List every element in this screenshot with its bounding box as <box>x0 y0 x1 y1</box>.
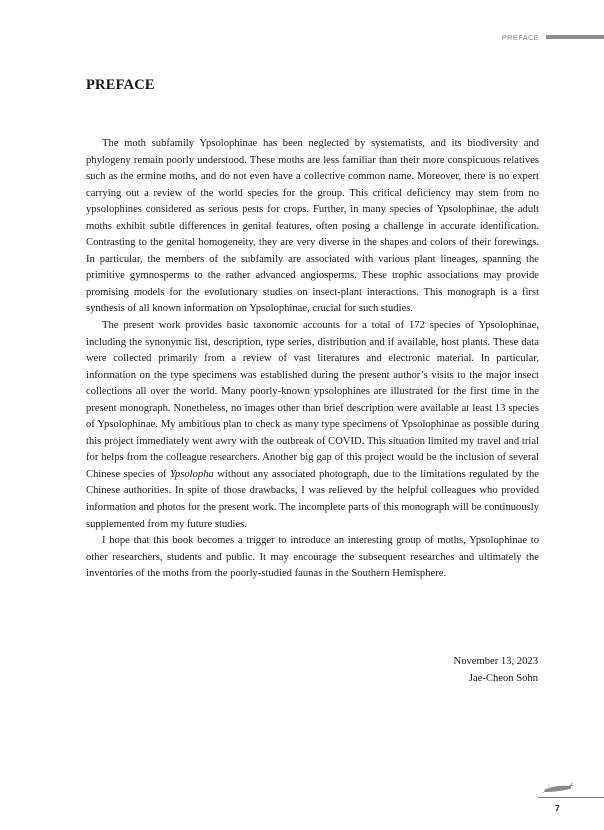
paragraph-3-text: I hope that this book becomes a trigger to introduce an interesting group of moths, Ypsolophinae to other researchers, students and public. It may encourage the subsequent researches and ultimately the inventories of the moths from the poorly-studied faunas in the Southern Hemisphere. <box>86 535 539 580</box>
page-number: 7 <box>555 803 560 813</box>
paragraph-3 <box>86 533 539 583</box>
running-header-bar <box>546 35 604 39</box>
paragraph-1-text: The moth subfamily Ypsolophinae has been neglected by systematists, and its biodiversity and phylogeny remain poorly understood. These moths are less familiar than their more conspicuous relatives such as the ermine moths, and do not even have a collective common name. Moreover, there is no expert carrying out a review of the world species for the group. This critical deficiency may stem from no ypsolophines considered as serious pests for crops. Further, in many species of Ypsolophinae, the adult moths exhibit subtle differences in genital features, often posing a challenge in accurate identification. Contrasting to the genital homogeneity, they are very diverse in the shapes and colors of their forewings. In particular, the members of the subfamily are associated with various plant lineages, spanning the primitive gymnosperms to the rather advanced angiosperms. These trophic associations may provide promising models for the evolutionary studies on insect-plant interactions. This monograph is a first synthesis of all known information on Ypsolophinae, crucial for such studies. <box>86 138 539 315</box>
signature-author: Jae-Cheon Sohn <box>468 672 538 684</box>
paragraph-2 <box>86 318 539 533</box>
footer-rule <box>538 797 604 798</box>
signature-block <box>454 654 538 687</box>
running-header <box>502 31 604 43</box>
paragraph-2-text-end: without any associated photograph, due to the limitations regulated by the Chinese authorities. In spite of those drawbacks, I was relieved by the helpful colleagues who provided information and photos for the present work. The incomplete parts of this monograph will be continuously supplemented from my future studies. <box>86 468 539 530</box>
preface-body <box>86 136 539 583</box>
page-title: PREFACE <box>86 77 155 93</box>
signature-date: November 13, 2023 <box>453 656 538 667</box>
genus-name-italic: Ypsolopha <box>170 468 214 480</box>
moth-icon <box>540 778 574 796</box>
paragraph-2-text-start: The present work provides basic taxonomic accounts for a total of 172 species of Ypsolophinae, including the synonymic list, description, type series, distribution and if available, host plants. These data were collected primarily from a review of vast literatures and electronic material. In particular, information on the type specimens was established during the present author’s visits to the major insect collections all over the world. Many poorly-known ypsolophines are illustrated for the first time in the present monograph. Nonetheless, no images other than brief description were available at least 13 species of Ypsolophinae. My ambitious plan to check as many type specimens of Ypsolophinae as possible during this project immediately went awry with the outbreak of COVID. This situation limited my travel and trial for helps from the colleague researchers. Another big gap of this project would be the inclusion of several Chinese species of <box>86 320 539 480</box>
running-header-label: PREFACE <box>501 32 539 42</box>
paragraph-1 <box>86 136 539 318</box>
